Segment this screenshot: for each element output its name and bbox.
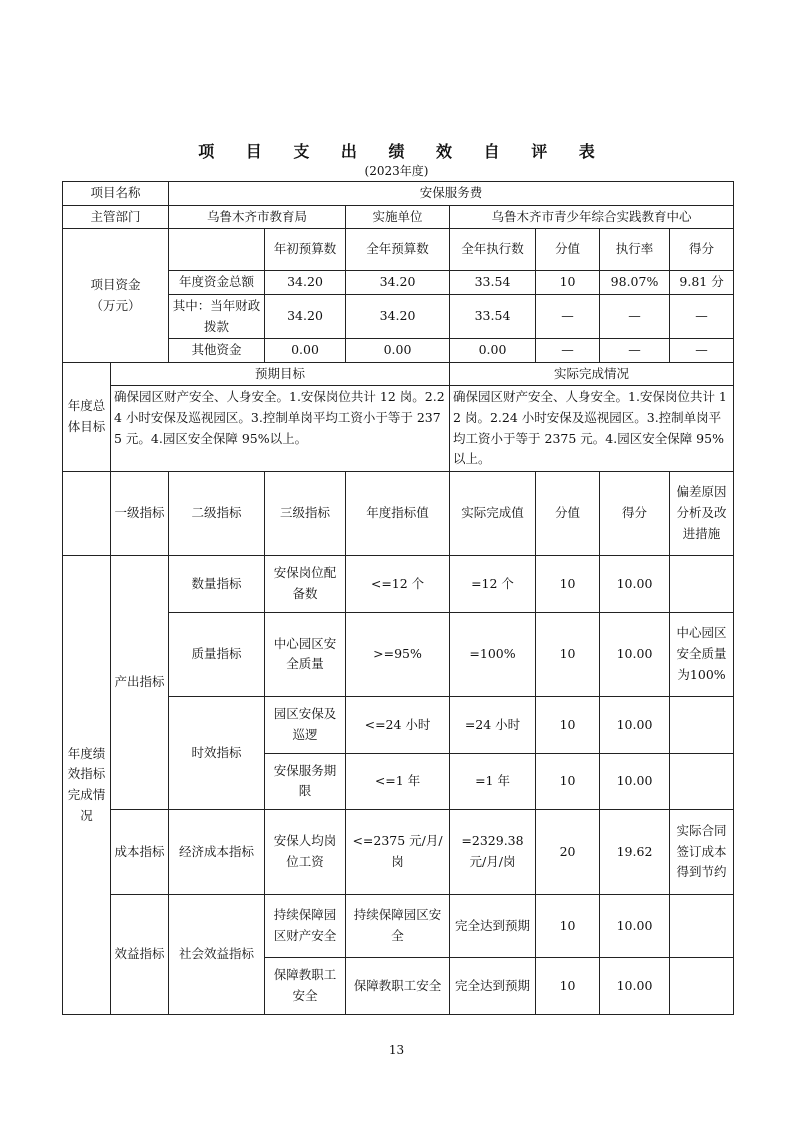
expected-goal-text: 确保园区财产安全、人身安全。1.安保岗位共计 12 岗。2.24 小时安保及巡视园区。3.控制单岗平均工资小于等于 2375 元。4.园区安全保障 95%以上。 — [111, 386, 450, 472]
target-cell: <=24 小时 — [346, 696, 450, 753]
funds-cell: 34.20 — [265, 271, 346, 295]
note-cell — [670, 894, 734, 957]
funds-header-cell: 执行率 — [600, 229, 670, 271]
funds-header-cell: 年初预算数 — [265, 229, 346, 271]
level2-quality: 质量指标 — [169, 612, 265, 696]
level3-cell: 安保服务期限 — [265, 753, 346, 809]
indicator-header-blank — [63, 471, 111, 555]
indicator-header-cell: 三级指标 — [265, 471, 346, 555]
indicator-header-cell: 实际完成值 — [450, 471, 536, 555]
performance-table — [62, 181, 734, 1015]
funds-cell: 10 — [536, 271, 600, 295]
document-title: 项 目 支 出 绩 效 自 评 表 — [198, 142, 608, 161]
project-name-value: 安保服务费 — [169, 182, 734, 206]
level1-cost: 成本指标 — [111, 809, 169, 894]
got-cell: 10.00 — [600, 696, 670, 753]
indicator-header-cell: 偏差原因分析及改进措施 — [670, 471, 734, 555]
funds-cell: 33.54 — [450, 271, 536, 295]
target-cell: <=12 个 — [346, 555, 450, 612]
implementer-label: 实施单位 — [346, 205, 450, 229]
indicator-header-cell: 年度指标值 — [346, 471, 450, 555]
expected-goal-header: 预期目标 — [111, 362, 450, 386]
funds-row-label: 其中：当年财政拨款 — [169, 294, 265, 338]
actual-cell: =24 小时 — [450, 696, 536, 753]
funds-label: 项目资金 （万元） — [63, 229, 169, 363]
score-cell: 10 — [536, 612, 600, 696]
note-cell — [670, 753, 734, 809]
level2-timeliness: 时效指标 — [169, 696, 265, 809]
funds-cell: 0.00 — [346, 339, 450, 363]
page-number: 13 — [388, 1043, 405, 1057]
indicator-header-row — [63, 471, 734, 555]
funds-row-label: 其他资金 — [169, 339, 265, 363]
actual-cell: =100% — [450, 612, 536, 696]
level2-social: 社会效益指标 — [169, 894, 265, 1014]
actual-cell: =12 个 — [450, 555, 536, 612]
actual-cell: 完全达到预期 — [450, 957, 536, 1014]
funds-header-cell: 全年执行数 — [450, 229, 536, 271]
actual-goal-header: 实际完成情况 — [450, 362, 734, 386]
funds-cell: 9.81 分 — [670, 271, 734, 295]
funds-header-cell: 分值 — [536, 229, 600, 271]
funds-cell: 34.20 — [265, 294, 346, 338]
note-cell: 实际合同签订成本得到节约 — [670, 809, 734, 894]
department-row — [63, 205, 734, 229]
funds-cell: — — [600, 339, 670, 363]
target-cell: 保障教职工安全 — [346, 957, 450, 1014]
funds-cell: — — [536, 339, 600, 363]
funds-cell: — — [600, 294, 670, 338]
indicator-header-cell: 二级指标 — [169, 471, 265, 555]
funds-header-blank — [169, 229, 265, 271]
level3-cell: 持续保障园区财产安全 — [265, 894, 346, 957]
score-cell: 20 — [536, 809, 600, 894]
funds-cell: 33.54 — [450, 294, 536, 338]
indicator-row — [63, 809, 734, 894]
funds-cell: — — [536, 294, 600, 338]
level2-quantity: 数量指标 — [169, 555, 265, 612]
indicators-section-label: 年度绩效指标完成情况 — [63, 555, 111, 1014]
actual-cell: =1 年 — [450, 753, 536, 809]
actual-goal-text: 确保园区财产安全、人身安全。1.安保岗位共计 12 岗。2.24 小时安保及巡视园区。3.控制单岗平均工资小于等于 2375 元。4.园区安全保障 95%以上。 — [450, 386, 734, 472]
indicator-row — [63, 894, 734, 957]
level3-cell: 中心园区安全质量 — [265, 612, 346, 696]
project-name-label: 项目名称 — [63, 182, 169, 206]
funds-header-cell: 全年预算数 — [346, 229, 450, 271]
funds-cell: 34.20 — [346, 271, 450, 295]
implementer-value: 乌鲁木齐市青少年综合实践教育中心 — [450, 205, 734, 229]
got-cell: 10.00 — [600, 555, 670, 612]
got-cell: 10.00 — [600, 894, 670, 957]
got-cell: 19.62 — [600, 809, 670, 894]
level1-output: 产出指标 — [111, 555, 169, 809]
department-label: 主管部门 — [63, 205, 169, 229]
project-name-row — [63, 182, 734, 206]
note-cell: 中心园区安全质量为100% — [670, 612, 734, 696]
target-cell: 持续保障园区安全 — [346, 894, 450, 957]
level2-economic: 经济成本指标 — [169, 809, 265, 894]
level1-benefit: 效益指标 — [111, 894, 169, 1014]
note-cell — [670, 957, 734, 1014]
note-cell — [670, 696, 734, 753]
funds-cell: — — [670, 339, 734, 363]
target-cell: <=2375 元/月/岗 — [346, 809, 450, 894]
got-cell: 10.00 — [600, 957, 670, 1014]
indicator-header-cell: 得分 — [600, 471, 670, 555]
funds-header-cell: 得分 — [670, 229, 734, 271]
target-cell: <=1 年 — [346, 753, 450, 809]
goals-label: 年度总体目标 — [63, 362, 111, 471]
funds-cell: 34.20 — [346, 294, 450, 338]
score-cell: 10 — [536, 696, 600, 753]
actual-cell: 完全达到预期 — [450, 894, 536, 957]
score-cell: 10 — [536, 555, 600, 612]
funds-cell: — — [670, 294, 734, 338]
level3-cell: 安保人均岗位工资 — [265, 809, 346, 894]
indicator-header-cell: 分值 — [536, 471, 600, 555]
indicator-header-cell: 一级指标 — [111, 471, 169, 555]
indicator-row — [63, 555, 734, 612]
funds-cell: 0.00 — [265, 339, 346, 363]
document-year: (2023年度) — [364, 164, 429, 178]
funds-cell: 98.07% — [600, 271, 670, 295]
score-cell: 10 — [536, 753, 600, 809]
got-cell: 10.00 — [600, 612, 670, 696]
score-cell: 10 — [536, 957, 600, 1014]
goals-header-row — [63, 362, 734, 386]
score-cell: 10 — [536, 894, 600, 957]
level3-cell: 安保岗位配备数 — [265, 555, 346, 612]
actual-cell: =2329.38 元/月/岗 — [450, 809, 536, 894]
funds-row-label: 年度资金总额 — [169, 271, 265, 295]
target-cell: >=95% — [346, 612, 450, 696]
funds-cell: 0.00 — [450, 339, 536, 363]
department-value: 乌鲁木齐市教育局 — [169, 205, 346, 229]
level3-cell: 园区安保及巡逻 — [265, 696, 346, 753]
got-cell: 10.00 — [600, 753, 670, 809]
note-cell — [670, 555, 734, 612]
goals-text-row — [63, 386, 734, 472]
funds-header-row — [63, 229, 734, 271]
level3-cell: 保障教职工安全 — [265, 957, 346, 1014]
